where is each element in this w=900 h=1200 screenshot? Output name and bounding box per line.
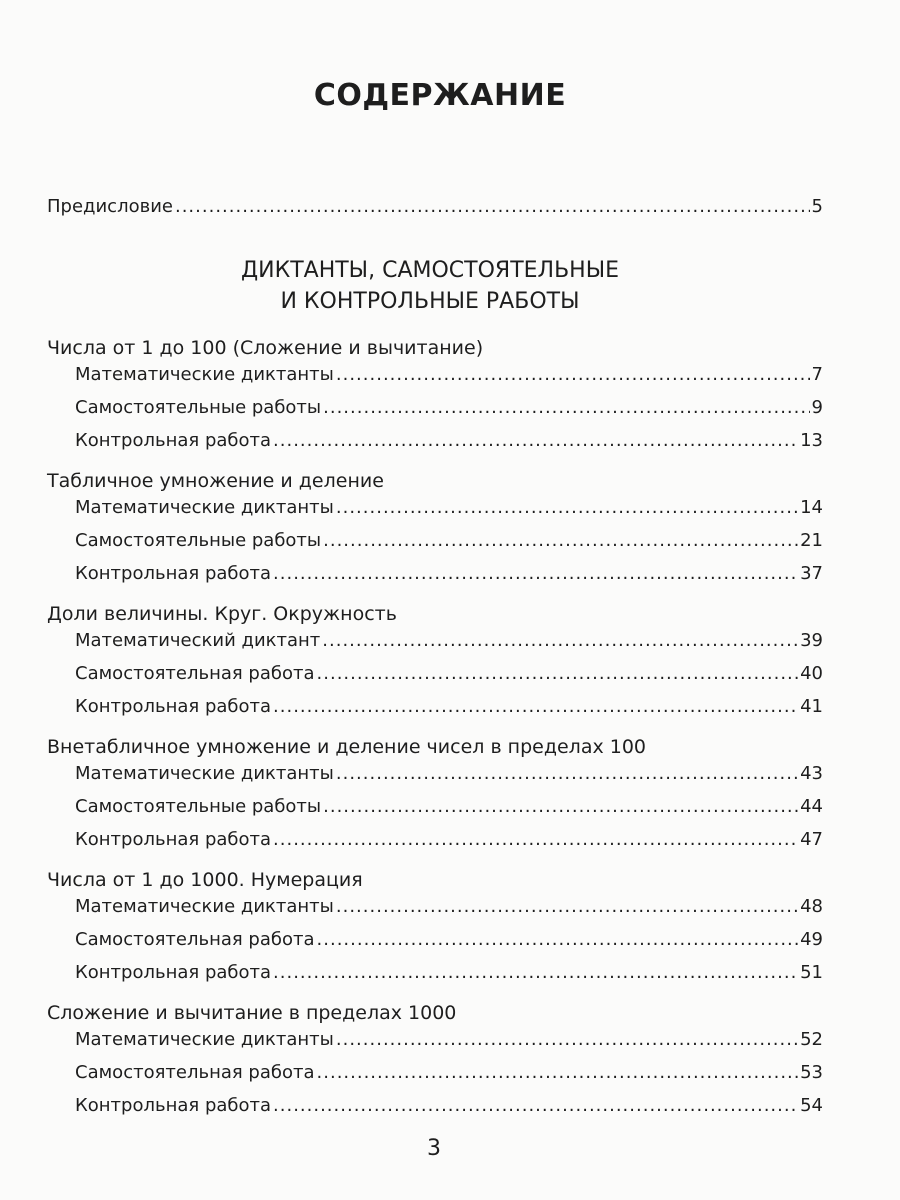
toc-entry-label: Математические диктанты [75,896,334,917]
toc-entry-label: Контрольная работа [75,430,272,451]
toc-entry [75,929,823,962]
toc-entry-page: 9 [811,397,823,418]
toc-entry-label: Контрольная работа [75,1095,272,1116]
section-heading-line: И КОНТРОЛЬНЫЕ РАБОТЫ [280,289,580,314]
leader-dots [175,196,810,217]
toc-entry-page: 51 [800,962,823,983]
toc-sections [47,332,823,1130]
toc-entry [75,663,823,696]
toc-entry-label: Контрольная работа [75,696,272,717]
leader-dots [322,630,798,651]
toc-entry-page: 53 [800,1062,823,1083]
page-number: 3 [427,1136,441,1161]
toc-entry-label: Самостоятельные работы [75,796,322,817]
leader-dots [323,397,809,418]
toc-entry-label: Контрольная работа [75,962,272,983]
toc-section-title: Числа от 1 до 100 (Сложение и вычитание) [47,337,484,359]
toc-entry [75,563,823,596]
toc-entry-page: 47 [800,829,823,850]
toc-entry [75,962,823,995]
leader-dots [336,497,798,518]
toc-section-title: Сложение и вычитание в пределах 1000 [47,1002,457,1024]
toc-entry-label: Контрольная работа [75,829,272,850]
toc-entry-label: Математические диктанты [75,364,334,385]
toc-entry [75,696,823,729]
toc-entry-label: Контрольная работа [75,563,272,584]
toc-entry-page: 52 [800,1029,823,1050]
toc-entry [75,1029,823,1062]
toc-entry-label: Математические диктанты [75,763,334,784]
toc-entry-preface [47,196,823,229]
toc-entry [75,430,823,463]
leader-dots [317,663,799,684]
toc-section-title: Внетабличное умножение и деление чисел в пределах 100 [47,736,647,758]
toc-entry-page: 54 [800,1095,823,1116]
toc-section-title: Табличное умножение и деление [47,470,384,492]
leader-dots [336,364,810,385]
toc-entry-label: Самостоятельные работы [75,397,322,418]
toc-entry-label: Математические диктанты [75,1029,334,1050]
toc-entry [75,1095,823,1128]
toc-entry-page: 37 [800,563,823,584]
toc-entry [75,896,823,929]
toc-entry-label: Самостоятельные работы [75,530,322,551]
toc-entry-page: 39 [800,630,823,651]
leader-dots [336,763,798,784]
toc-entry-page: 49 [800,929,823,950]
leader-dots [273,563,798,584]
leader-dots [273,696,798,717]
toc-entry-page: 13 [800,430,823,451]
toc-section-title: Доли величины. Круг. Окружность [47,603,397,625]
section-heading-line: ДИКТАНТЫ, САМОСТОЯТЕЛЬНЫЕ [240,258,620,283]
toc-entry-page: 48 [800,896,823,917]
leader-dots [273,430,798,451]
page-title: СОДЕРЖАНИЕ [313,78,567,113]
toc-entry-page: 14 [800,497,823,518]
toc-entry-label: Самостоятельная работа [75,1062,315,1083]
toc-entry-page: 5 [811,196,823,217]
toc-section [47,997,823,1128]
toc-section [47,864,823,995]
leader-dots [323,530,798,551]
toc-entry [75,763,823,796]
toc-section [47,731,823,862]
toc-section-title: Числа от 1 до 1000. Нумерация [47,869,363,891]
toc-entry-label: Самостоятельная работа [75,929,315,950]
leader-dots [317,929,799,950]
toc-entry [75,530,823,563]
toc-entry-label: Самостоятельная работа [75,663,315,684]
leader-dots [336,1029,798,1050]
toc-entry-page: 21 [800,530,823,551]
toc-entry [75,829,823,862]
toc-entry-page: 40 [800,663,823,684]
leader-dots [323,796,798,817]
leader-dots [317,1062,799,1083]
toc-section [47,598,823,729]
toc-section [47,332,823,463]
toc-entry [75,397,823,430]
toc-entry [75,1062,823,1095]
toc-entry [75,630,823,663]
toc-entry-page: 43 [800,763,823,784]
toc-entry-label: Математические диктанты [75,497,334,518]
toc-entry [75,796,823,829]
leader-dots [273,962,798,983]
toc-entry-label: Предисловие [47,196,173,217]
toc-entry-page: 7 [811,364,823,385]
toc-entry [75,364,823,397]
leader-dots [273,829,798,850]
toc-section [47,465,823,596]
toc-entry-page: 44 [800,796,823,817]
section-heading [0,255,860,317]
toc-entry-label: Математический диктант [75,630,321,651]
toc-entry [75,497,823,530]
leader-dots [336,896,798,917]
toc-entry-page: 41 [800,696,823,717]
leader-dots [273,1095,798,1116]
